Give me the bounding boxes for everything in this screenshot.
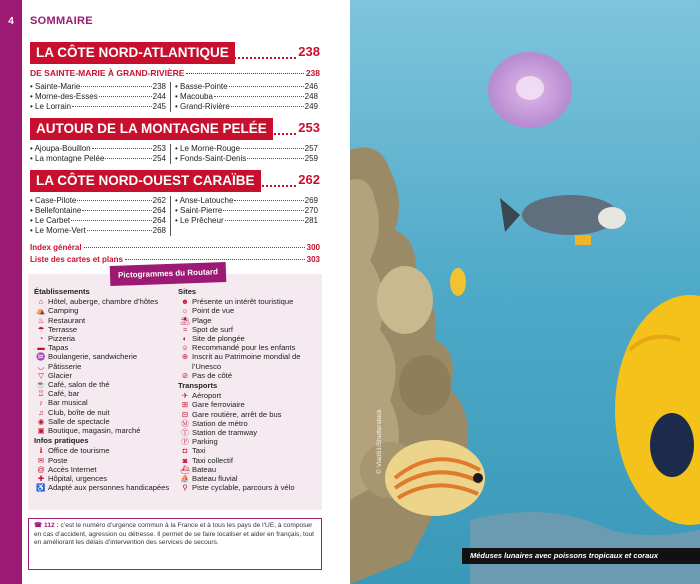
leader-dots [87, 230, 152, 231]
entry-name: • Bellefontaine [30, 206, 82, 215]
page-number: 4 [8, 16, 14, 27]
pictogram-label: Poste [48, 455, 68, 465]
pictogram-item [34, 446, 182, 455]
pictogram-label: Spot de surf [192, 324, 233, 334]
toc-entry[interactable] [175, 102, 318, 112]
entry-page: 244 [152, 92, 166, 101]
pictogram-column-right [178, 286, 320, 492]
pictogram-item [178, 297, 320, 306]
toc-entry[interactable] [30, 216, 166, 226]
pictogram-item [34, 306, 182, 315]
pictogram-item [178, 465, 320, 474]
pictogram-group-title: Établissements [34, 287, 90, 296]
leader-dots [214, 96, 304, 97]
index-links [30, 242, 320, 266]
pictogram-item [178, 334, 320, 343]
pictogram-icon: ♨ [37, 315, 45, 325]
pictogram-item [34, 465, 182, 474]
pictogram-icon: ⊟ [181, 409, 189, 419]
section-page: 253 [298, 120, 320, 135]
toc-entry[interactable] [30, 102, 166, 112]
entry-name: • Le Carbet [30, 216, 71, 225]
pictogram-label: Accès Internet [48, 464, 97, 474]
leader-dots [105, 158, 151, 159]
toc-entry[interactable] [30, 92, 166, 102]
pictogram-icon: Ⓟ [181, 437, 189, 447]
entries-left-column [30, 144, 170, 164]
pictogram-icon: ☼ [181, 306, 189, 316]
entry-name: • Sainte-Marie [30, 82, 81, 91]
emergency-text: c’est le numéro d’urgence commun à la France et à tous les pays de l’UE, à composer en cas d’accident, agression ou détresse. Il permet de se faire localiser et aider en français, tout en améliorant les délais d’intervention des services de secours. [34, 522, 315, 547]
pictogram-item [178, 410, 320, 419]
toc-entry[interactable] [175, 144, 318, 154]
pictogram-label: Recommandé pour les enfants [192, 343, 296, 353]
entry-page: 259 [304, 154, 318, 163]
pictogram-label: Café, salon de thé [48, 380, 110, 390]
pictogram-icon: ⛺ [36, 306, 46, 316]
butterflyfish [385, 440, 485, 516]
entries-left-column [30, 196, 170, 236]
pictogram-icon: ⛵ [180, 474, 190, 484]
pictogram-item [34, 316, 182, 325]
section-heading[interactable] [30, 42, 320, 64]
pictogram-item [34, 362, 182, 371]
pictogram-icon: @ [37, 464, 45, 474]
pictogram-label: Bateau fluvial [192, 474, 238, 484]
pictogram-icon: ◙ [182, 455, 188, 465]
pictogram-item [34, 334, 182, 343]
pictogram-item [34, 343, 182, 352]
leader-dots [92, 148, 152, 149]
leader-dots [186, 73, 303, 74]
leader-dots [247, 158, 303, 159]
entry-page: 264 [152, 206, 166, 215]
pictogram-item [34, 456, 182, 465]
pictogram-item [34, 389, 182, 398]
pictogram-label: Gare routière, arrêt de bus [192, 409, 282, 419]
coral-head [377, 266, 433, 334]
pictogram-icon: ✚ [37, 474, 45, 484]
entry-page: 281 [304, 216, 318, 225]
pictogram-group-title: Transports [178, 381, 218, 391]
pictogram-label: Terrasse [48, 324, 78, 334]
leader-dots [82, 210, 151, 211]
pictogram-column-left [34, 286, 182, 492]
entry-page: 249 [304, 102, 318, 111]
pictogram-item [178, 316, 320, 325]
pictogram-icon: ☕ [36, 380, 46, 390]
entry-name: • Le Morne-Vert [30, 226, 86, 235]
pictogram-item [34, 352, 182, 361]
pictogram-label: Boutique, magasin, marché [48, 426, 141, 436]
entry-name: • Ajoupa-Bouillon [30, 144, 91, 153]
pictogram-label: Camping [48, 306, 79, 316]
pictogram-icon: ◘ [182, 446, 188, 456]
leader-dots [71, 220, 151, 221]
pictogram-group-title: Infos pratiques [34, 436, 89, 446]
pictogram-item [34, 325, 182, 334]
entry-page: 246 [304, 82, 318, 91]
pictogram-item [34, 417, 182, 426]
pictogram-item [178, 352, 320, 370]
section-page: 238 [298, 44, 320, 59]
toc-entry[interactable] [30, 154, 166, 164]
pictogram-item [34, 398, 182, 407]
section-entries [30, 144, 320, 164]
pictogram-item [34, 483, 182, 492]
pictogram-label: Boulangerie, sandwicherie [48, 352, 138, 362]
entry-name: • Le Lorrain [30, 102, 72, 111]
subsection-page: 238 [305, 68, 320, 78]
entry-page: 254 [152, 154, 166, 163]
pictogram-label: Bar musical [48, 398, 88, 408]
entry-name: • Fonds-Saint-Denis [175, 154, 247, 163]
toc-entry[interactable] [30, 144, 166, 154]
entry-name: • Le Prêcheur [175, 216, 224, 225]
toc-entry[interactable] [175, 82, 318, 92]
entry-page: 268 [152, 226, 166, 235]
pictogram-label: Plage [192, 315, 212, 325]
pictogram-label: Présente un intérêt touristique [192, 297, 294, 307]
small-yellow-fish [450, 268, 466, 296]
leader-dots [81, 86, 151, 87]
toc-entry[interactable] [30, 196, 166, 206]
pictogram-icon: ⛴ [180, 464, 190, 474]
pictogram-label: Tapas [48, 343, 69, 353]
pictogram-label: Café, bar [48, 389, 80, 399]
entry-name: • Grand-Rivière [175, 102, 230, 111]
pictogram-item [178, 343, 320, 352]
entries-right-column [170, 196, 318, 236]
entries-left-column [30, 82, 170, 112]
pictogram-icon: ☂ [37, 324, 45, 334]
pictogram-icon: ≈ [182, 324, 188, 334]
pictogram-item [34, 408, 182, 417]
pictogram-item [34, 474, 182, 483]
entry-page: 262 [152, 196, 166, 205]
entry-name: • Saint-Pierre [175, 206, 223, 215]
pictogram-label: Hôpital, urgences [48, 474, 108, 484]
emergency-number: ☎ 112 : [34, 522, 59, 529]
leader-dots [77, 200, 151, 201]
pictogram-item [34, 297, 182, 306]
pictogram-icon: ℹ [39, 446, 43, 456]
section-entries [30, 82, 320, 112]
pictogram-icon: ▬ [37, 343, 45, 353]
pictogram-icon: ♒ [36, 352, 46, 362]
toc-entry[interactable] [175, 92, 318, 102]
pictogram-label: Taxi collectif [192, 455, 233, 465]
photo-illustration [350, 0, 700, 584]
pictogram-label: Club, boîte de nuit [48, 407, 110, 417]
pictogram-icon: ♪ [39, 398, 43, 408]
section-entries [30, 196, 320, 236]
section-heading[interactable] [30, 170, 320, 192]
pictogram-item [178, 306, 320, 315]
pictogram-icon: ⊕ [181, 352, 189, 362]
toc-entry[interactable] [30, 206, 166, 216]
leader-dots [125, 259, 305, 260]
pictogram-icon: ♿ [36, 483, 46, 493]
pictogram-item [178, 400, 320, 409]
toc-entry[interactable] [175, 154, 318, 164]
section-title: AUTOUR DE LA MONTAGNE PELÉE [30, 118, 273, 140]
pictogram-icon: ⊞ [181, 400, 189, 410]
leader-dots [99, 96, 152, 97]
leader-dots [241, 148, 304, 149]
entries-right-column [170, 144, 318, 164]
entry-page: 270 [304, 206, 318, 215]
entries-right-column [170, 82, 318, 112]
pictogram-item [178, 371, 320, 380]
pictogram-icon: ♖ [37, 389, 45, 399]
pictogram-label: Glacier [48, 370, 73, 380]
leader-dots [84, 247, 305, 248]
entry-name: • Basse-Pointe [175, 82, 228, 91]
pictogram-icon: ◔ [38, 334, 44, 344]
entry-name: • Case-Pilote [30, 196, 77, 205]
entry-page: 238 [152, 82, 166, 91]
photo-credit: © Vlad61/Shutterstock [376, 409, 383, 474]
pictogram-icon: ⊘ [181, 370, 189, 380]
page-title: SOMMAIRE [30, 15, 93, 27]
pictogram-label: Site de plongée [192, 334, 245, 344]
pictogram-item [178, 325, 320, 334]
index-link[interactable] [30, 242, 320, 254]
entry-name: • Morne-des-Esses [30, 92, 98, 101]
page-sidebar [0, 0, 22, 584]
link-label: Liste des cartes et plans [30, 255, 123, 264]
jellyfish-center [516, 76, 544, 100]
pictogram-icon: ⌂ [38, 297, 44, 307]
pictogram-item [178, 456, 320, 465]
entry-page: 257 [304, 144, 318, 153]
entry-name: • Le Morne-Rouge [175, 144, 241, 153]
pictogram-group-title: Sites [178, 287, 197, 296]
leader-dots [234, 200, 303, 201]
entry-name: • Anse-Latouche [175, 196, 234, 205]
section-page: 262 [298, 172, 320, 187]
pictogram-label: Inscrit au Patrimoine mondial de l’Unesco [192, 352, 301, 371]
entry-page: 269 [304, 196, 318, 205]
underwater-photo [350, 0, 700, 584]
pictogram-label: Point de vue [192, 306, 235, 316]
pictogram-item [178, 437, 320, 446]
toc-entry[interactable] [175, 206, 318, 216]
pictogram-label: Pas de côté [192, 370, 233, 380]
leader-dots [223, 210, 303, 211]
pictogram-label: Station de tramway [192, 428, 257, 438]
pictogram-icon: ▽ [38, 370, 44, 380]
pictogram-item [178, 428, 320, 437]
pictogram-label: Piste cyclable, parcours à vélo [192, 483, 295, 493]
pictogram-label: Parking [192, 437, 218, 447]
toc-entry[interactable] [30, 226, 166, 236]
pictogram-item [178, 446, 320, 455]
toc-entry[interactable] [175, 216, 318, 226]
pictogram-icon: ◡ [37, 361, 45, 371]
section-title: LA CÔTE NORD-OUEST CARAÏBE [30, 170, 261, 192]
leader-dots [72, 106, 152, 107]
pictogram-label: Pâtisserie [48, 361, 82, 371]
pictogram-label: Gare ferroviaire [192, 400, 245, 410]
coral-head [399, 355, 451, 415]
table-of-contents [30, 42, 320, 266]
pictogram-icon: ♫ [38, 407, 44, 417]
pictogram-label: Hôtel, auberge, chambre d’hôtes [48, 297, 159, 307]
pictogram-item [178, 474, 320, 483]
section-heading[interactable] [30, 118, 320, 140]
emergency-note [28, 518, 322, 570]
toc-entry[interactable] [30, 82, 166, 92]
pictogram-label: Station de métro [192, 418, 248, 428]
entry-page: 245 [152, 102, 166, 111]
pictogram-label: Restaurant [48, 315, 86, 325]
pictogram-label: Pizzeria [48, 334, 76, 344]
pictogram-label: Salle de spectacle [48, 416, 110, 426]
link-label: Index général [30, 243, 82, 252]
entry-page: 253 [152, 144, 166, 153]
pictogram-item [34, 371, 182, 380]
pictogram-label: Adapté aux personnes handicapées [48, 483, 170, 493]
subsection-heading[interactable] [30, 68, 320, 78]
link-page: 300 [306, 243, 320, 252]
leader-dots [225, 220, 304, 221]
entry-name: • Macouba [175, 92, 213, 101]
entry-name: • La montagne Pelée [30, 154, 105, 163]
toc-entry[interactable] [175, 196, 318, 206]
pictogram-icon: Ⓜ [181, 418, 189, 428]
pictogram-label: Aéroport [192, 391, 222, 401]
pictogram-icon: ☺ [181, 343, 189, 353]
link-page: 303 [306, 255, 320, 264]
pictogram-item [34, 426, 182, 435]
pictogram-item [34, 380, 182, 389]
pictogram-icon: ✉ [37, 455, 45, 465]
leader-dots [229, 86, 304, 87]
pictogram-icon: ☻ [181, 297, 189, 307]
pictogram-icon: ▣ [37, 426, 45, 436]
pictogram-icon: ⚲ [182, 483, 188, 493]
pictogram-legend [28, 267, 322, 510]
pictogram-label: Office de tourisme [48, 446, 110, 456]
pictogram-legend-tag: Pictogrammes du Routard [110, 262, 227, 286]
pictogram-icon: ◐ [182, 334, 188, 344]
entry-page: 248 [304, 92, 318, 101]
pictogram-item [178, 419, 320, 428]
pictogram-label: Bateau [192, 464, 217, 474]
pictogram-icon: ✈ [181, 391, 189, 401]
pictogram-icon: ◉ [37, 416, 45, 426]
pictogram-label: Taxi [192, 446, 206, 456]
pictogram-icon: ⛱ [180, 315, 190, 325]
leader-dots [231, 106, 304, 107]
section-title: LA CÔTE NORD-ATLANTIQUE [30, 42, 235, 64]
pictogram-item [178, 483, 320, 492]
pictogram-item [178, 391, 320, 400]
pictogram-icon: Ⓣ [181, 428, 189, 438]
photo-caption: Méduses lunaires avec poissons tropicaux et coraux [462, 548, 700, 564]
subsection-title: DE SAINTE-MARIE À GRAND-RIVIÈRE [30, 68, 185, 78]
entry-page: 264 [152, 216, 166, 225]
